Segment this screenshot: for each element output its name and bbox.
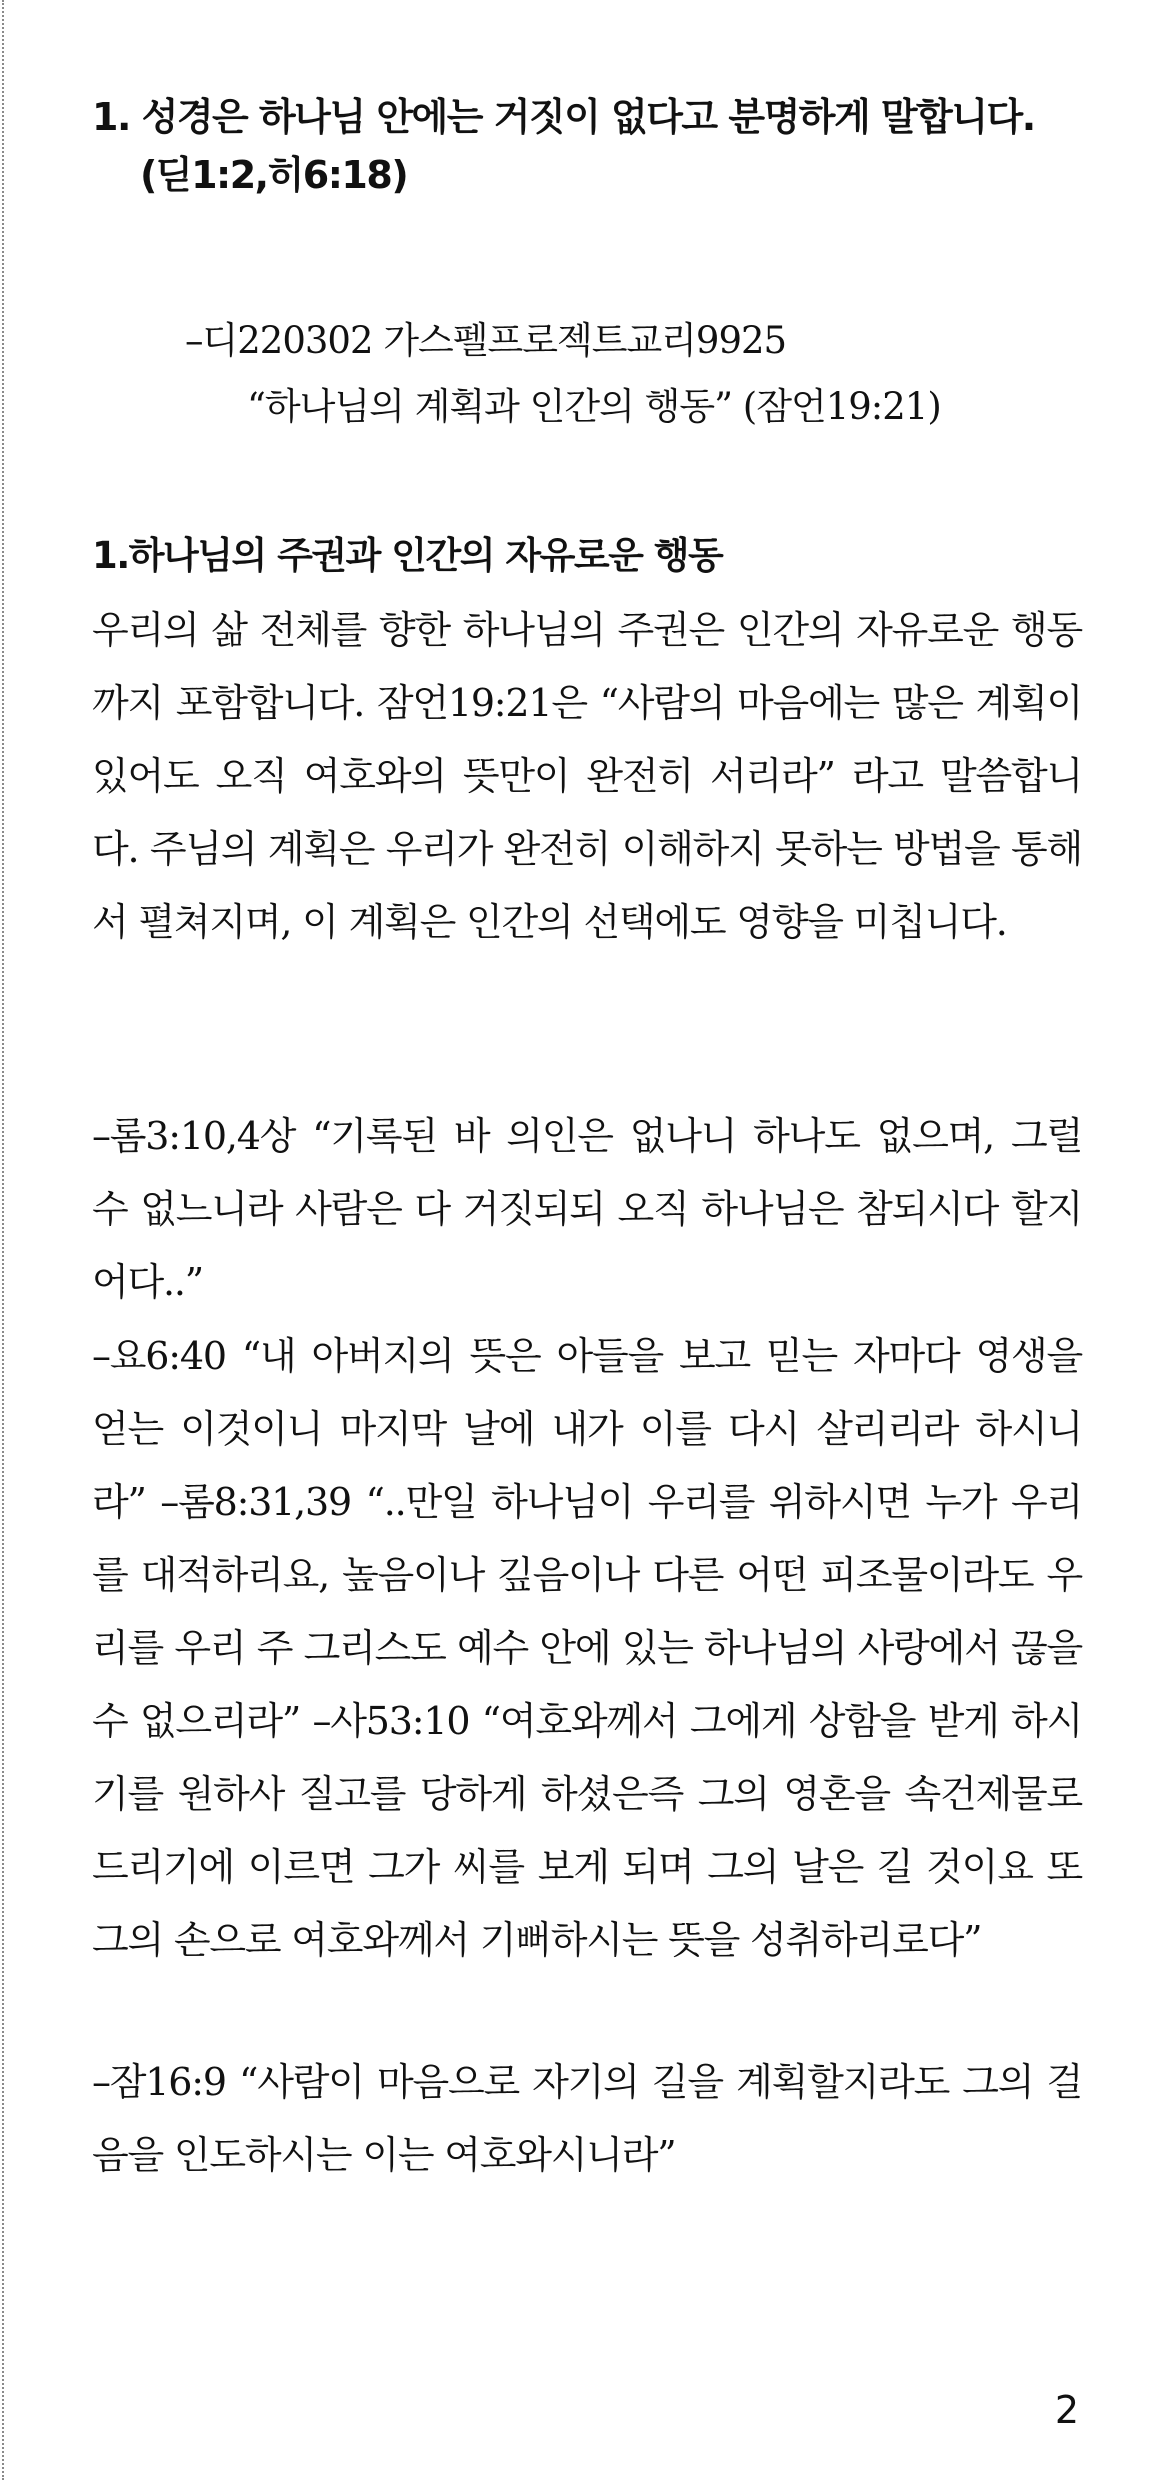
body-paragraph: 우리의 삶 전체를 향한 하나님의 주권은 인간의 자유로운 행동까지 포함합니다. 잠언19:21은 “사람의 마음에는 많은 계획이 있어도 오직 여호와의 뜻만이 완전히 서리라” 라고 말씀합니다. 주님의 계획은 우리가 완전히 이해하지 못하는 방법을 통해서 펼쳐지며, 이 계획은 인간의 선택에도 영향을 미칩니다. <box>92 608 1082 944</box>
source-line-1: –디220302 가스펠프로젝트교리9925 <box>185 319 787 362</box>
source-citation <box>185 308 1085 440</box>
scripture-proverbs-16: –잠16:9 “사람이 마음으로 자기의 길을 계획할지라도 그의 걸음을 인도하시는 이는 여호와시니라” <box>92 2060 1082 2177</box>
main-heading-reference: (딛1:2,히6:18) <box>140 153 408 197</box>
section-title: 1.하나님의 주권과 인간의 자유로운 행동 <box>92 534 723 577</box>
scripture-john-6: –요6:40 “내 아버지의 뜻은 아들을 보고 믿는 자마다 영생을 얻는 이것이니 마지막 날에 내가 이를 다시 살리리라 하시니라” –롬8:31,39 “..만일 하나님이 우리를 위하시면 누가 우리를 대적하리요, 높음이나 깊음이나 다른 어떤 피조물이라도 우리를 우리 주 그리스도 예수 안에 있는 하나님의 사랑에서 끊을 수 없으리라” –사53:10 “여호와께서 그에게 상함을 받게 하시기를 원하사 질고를 당하게 하셨은즉 그의 영혼을 속건제물로 드리기에 이르면 그가 씨를 보게 되며 그의 날은 길 것이요 또 그의 손으로 여호와께서 기뻐하시는 뜻을 성취하리로다” <box>92 1334 1082 1962</box>
source-line-2: “하나님의 계획과 인간의 행동” (잠언19:21) <box>247 385 941 428</box>
page-number: 2 <box>1054 2388 1079 2432</box>
scripture-romans-3: –롬3:10,4상 “기록된 바 의인은 없나니 하나도 없으며, 그럴 수 없느니라 사람은 다 거짓되되 오직 하나님은 참되시다 할지어다..” <box>92 1114 1082 1304</box>
main-heading <box>92 88 1112 204</box>
main-heading-text: 1. 성경은 하나님 안에는 거짓이 없다고 분명하게 말합니다. <box>92 95 1035 139</box>
